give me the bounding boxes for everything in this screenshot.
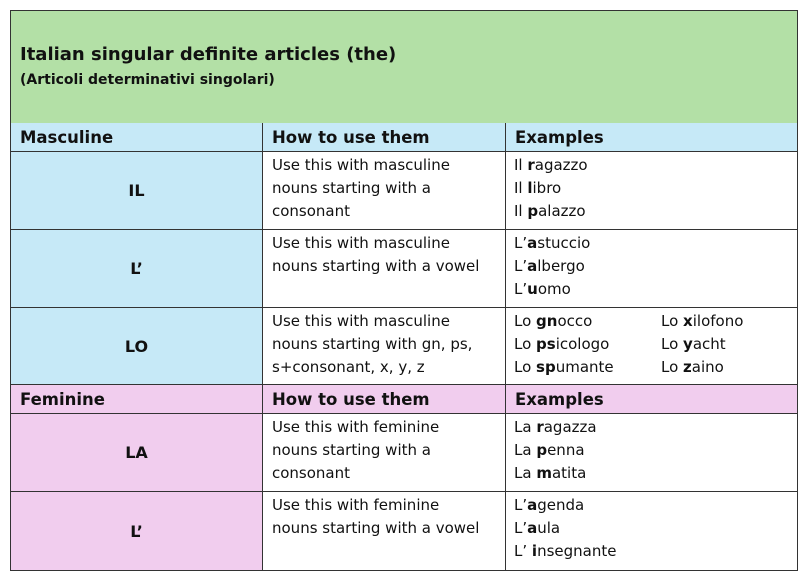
usage-line: s+consonant, x, y, z <box>272 358 425 376</box>
example-word: L’albergo <box>514 257 585 275</box>
example-word: L’ insegnante <box>514 542 617 560</box>
masculine-header: Masculine <box>11 123 263 151</box>
table-title: Italian singular definite articles (the) <box>20 44 397 65</box>
example-word: La penna <box>514 441 585 459</box>
usage-line: consonant <box>272 464 351 482</box>
usage-cell <box>263 230 506 307</box>
usage-line: nouns starting with gn, ps, <box>272 335 473 353</box>
table-row <box>11 152 797 230</box>
table-row <box>11 230 797 308</box>
example-word: La matita <box>514 464 587 482</box>
usage-line: Use this with masculine <box>272 156 450 174</box>
examples-header: Examples <box>506 385 797 413</box>
example-word: Il libro <box>514 179 562 197</box>
examples-cell <box>506 308 797 384</box>
example-word: Il palazzo <box>514 202 586 220</box>
usage-header: How to use them <box>263 385 506 413</box>
usage-cell <box>263 414 506 491</box>
examples-header: Examples <box>506 123 797 151</box>
example-word: Lo spumante <box>514 358 614 376</box>
example-word: Lo xilofono <box>661 312 744 330</box>
examples-cell <box>506 230 797 307</box>
usage-header: How to use them <box>263 123 506 151</box>
title-banner <box>11 11 797 124</box>
table-row <box>11 492 797 570</box>
usage-line: nouns starting with a <box>272 441 431 459</box>
examples-column-2 <box>661 310 743 379</box>
examples-cell <box>506 414 797 491</box>
article-cell: LA <box>11 414 263 491</box>
example-word: L’aula <box>514 519 561 537</box>
usage-line: nouns starting with a vowel <box>272 519 480 537</box>
table-row <box>11 308 797 385</box>
usage-cell <box>263 492 506 570</box>
masculine-header-row <box>11 123 797 152</box>
feminine-header-row <box>11 385 797 414</box>
example-word: Lo psicologo <box>514 335 610 353</box>
usage-line: Use this with feminine <box>272 418 440 436</box>
usage-line: Use this with masculine <box>272 312 450 330</box>
example-word: L’agenda <box>514 496 585 514</box>
usage-line: Use this with masculine <box>272 234 450 252</box>
article-cell: IL <box>11 152 263 229</box>
examples-cell <box>506 492 797 570</box>
example-word: La ragazza <box>514 418 597 436</box>
example-word: L’astuccio <box>514 234 591 252</box>
usage-line: nouns starting with a vowel <box>272 257 480 275</box>
articles-table <box>10 10 798 571</box>
usage-cell <box>263 308 506 384</box>
usage-cell <box>263 152 506 229</box>
usage-line: nouns starting with a <box>272 179 431 197</box>
example-word: Lo zaino <box>661 358 724 376</box>
example-word: Lo yacht <box>661 335 726 353</box>
examples-cell <box>506 152 797 229</box>
usage-line: consonant <box>272 202 351 220</box>
example-word: L’uomo <box>514 280 571 298</box>
usage-line: Use this with feminine <box>272 496 440 514</box>
table-row <box>11 414 797 492</box>
table-subtitle: (Articoli determinativi singolari) <box>20 72 275 88</box>
article-cell: L’ <box>11 230 263 307</box>
article-cell: LO <box>11 308 263 384</box>
example-word: Il ragazzo <box>514 156 588 174</box>
feminine-header: Feminine <box>11 385 263 413</box>
example-word: Lo gnocco <box>514 312 593 330</box>
article-cell: L’ <box>11 492 263 570</box>
